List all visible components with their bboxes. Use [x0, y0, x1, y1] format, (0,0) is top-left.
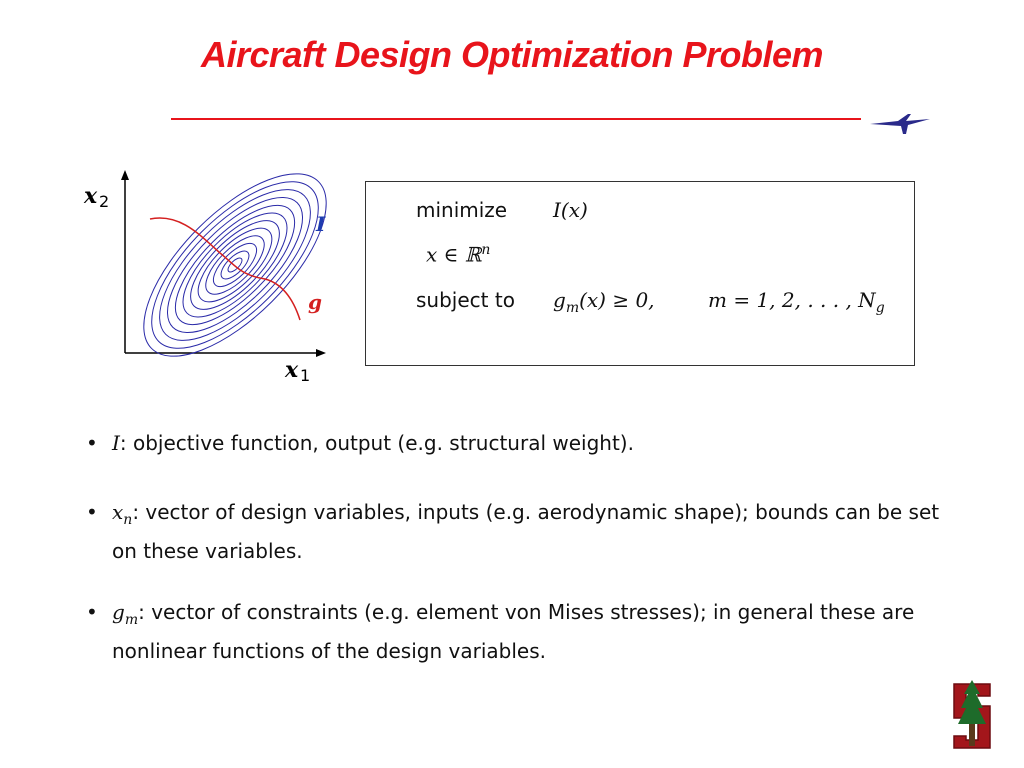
- optimization-problem-box: [365, 181, 915, 366]
- domain-variable: x ∈ ℝ: [426, 242, 482, 267]
- bullet-symbol-sub: m: [124, 612, 139, 628]
- bullet-text: : objective function, output (e.g. structural weight).: [119, 431, 634, 455]
- constraint-curve: [150, 218, 300, 320]
- bullet-objective: [82, 428, 942, 467]
- constraint-lhs: g: [553, 288, 566, 312]
- bullet-symbol-sub: n: [123, 512, 133, 528]
- bullet-symbol: I: [112, 431, 120, 455]
- bullet-marker: •: [86, 600, 98, 624]
- objective-contours: [115, 165, 350, 385]
- bullet-text: : vector of design variables, inputs (e.g. aerodynamic shape); bounds can be set on these variables.: [112, 500, 940, 563]
- domain-expression: [426, 242, 490, 267]
- x2-label-sub: 2: [99, 192, 110, 211]
- index-range-sub: g: [875, 300, 885, 316]
- minimize-label: minimize: [416, 198, 508, 222]
- slide-title: Aircraft Design Optimization Problem: [200, 34, 824, 75]
- bullet-symbol: g: [112, 600, 125, 624]
- bullet-symbol: x: [112, 500, 124, 524]
- jet-plane-icon: [868, 110, 932, 136]
- bullet-marker: •: [86, 500, 98, 524]
- bullet-design-variables: [82, 497, 942, 567]
- index-range: m = 1, 2, . . . , N: [708, 288, 876, 312]
- subject-to-label: subject to: [416, 288, 515, 312]
- x1-label-sub: 1: [300, 366, 311, 385]
- bullet-constraints: [82, 597, 942, 667]
- x2-axis-arrow: [121, 170, 129, 180]
- bullet-marker: •: [86, 431, 98, 455]
- constraint-rest: (x) ≥ 0,: [579, 288, 655, 312]
- x1-label: x: [285, 357, 299, 383]
- constraint-lhs-sub: m: [565, 300, 580, 316]
- definition-list: [82, 428, 942, 697]
- stanford-tree-logo: [944, 676, 1000, 756]
- x2-label: x: [84, 183, 98, 209]
- index-range-expression: [708, 288, 885, 316]
- objective-expression: I(x): [553, 198, 588, 222]
- constraint-label: g: [308, 290, 322, 314]
- x1-axis-arrow: [316, 349, 326, 357]
- title-divider: [171, 118, 861, 120]
- contour-plot-figure: [80, 165, 350, 385]
- constraint-expression: [553, 288, 655, 316]
- bullet-text: : vector of constraints (e.g. element von Mises stresses); in general these are nonlinear functions of the design variables.: [112, 600, 915, 663]
- objective-label: I: [316, 212, 326, 236]
- domain-exponent: n: [481, 242, 491, 258]
